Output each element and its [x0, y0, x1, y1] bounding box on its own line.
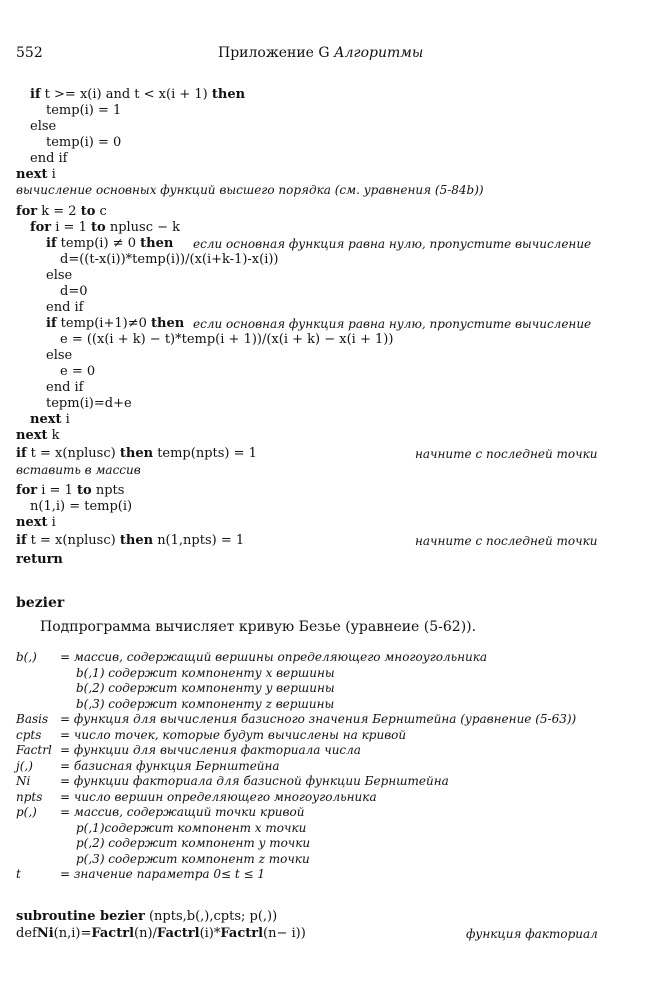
code-line: end if [46, 380, 84, 395]
keyword: if [46, 236, 57, 251]
code-text: k = 2 [41, 204, 77, 219]
code-line: temp(i) = 0 [46, 135, 122, 150]
variable-description: = функции для вычисления факториала числа [60, 743, 361, 757]
code-line: e = 0 [60, 364, 96, 379]
code-line: else [46, 348, 73, 363]
code-text: nplusc − k [109, 220, 181, 235]
variable-description: = базисная функция Бернштейна [60, 758, 280, 773]
code-line: end if [46, 300, 84, 315]
code-text: i = 1 [41, 483, 73, 498]
code-text: temp(npts) = 1 [157, 446, 257, 461]
code-text: def [16, 926, 37, 941]
code-text: i = 1 [55, 220, 87, 235]
code-line [16, 428, 60, 443]
variable-name: cpts [16, 727, 42, 742]
variable-description: b(,1) содержит компоненту x вершины [76, 665, 335, 680]
keyword: Factrl [220, 926, 264, 941]
variable-name: j(,) [16, 758, 33, 773]
variable-description: = массив, содержащий точки кривой [60, 805, 305, 819]
keyword: if [16, 446, 27, 461]
keyword: if [16, 533, 27, 548]
code-line: end if [30, 151, 68, 166]
code-text: (n,i)= [53, 926, 92, 941]
variable-name: npts [16, 789, 43, 804]
variable-description: = массив, содержащий вершины определяющего многоугольника [60, 650, 488, 664]
code-line [16, 515, 56, 530]
variable-name: p(,) [16, 805, 37, 819]
code-line [16, 204, 107, 219]
keyword: next [30, 412, 62, 427]
keyword: Factrl [91, 926, 135, 941]
code-text: (i)* [199, 926, 221, 941]
variable-description: p(,3) содержит компонент z точки [76, 851, 310, 866]
keyword: then [151, 316, 185, 331]
keyword: subroutine bezier [16, 909, 145, 924]
keyword: Factrl [156, 926, 200, 941]
keyword: for [30, 220, 52, 235]
keyword: to [91, 220, 106, 235]
code-line: else [46, 268, 73, 283]
variable-description: b(,2) содержит компоненту y вершины [76, 681, 335, 695]
keyword: next [16, 428, 48, 443]
header-appendix: Приложение G [218, 45, 330, 61]
page-number: 552 [16, 45, 43, 61]
section-description: Подпрограмма вычисляет кривую Безье (уравнеие (5-62)). [40, 619, 477, 635]
code-line: d=0 [60, 284, 88, 299]
variable-name: t [16, 867, 21, 881]
code-line: return [16, 552, 63, 567]
code-comment: если основная функция равна нулю, пропустите вычисление [193, 237, 592, 251]
code-line [46, 236, 173, 251]
running-header [218, 46, 423, 61]
variable-description: = число точек, которые будут вычислены на кривой [60, 727, 407, 742]
code-line: temp(i) = 1 [46, 103, 122, 118]
code-comment: если основная функция равна нулю, пропустите вычисление [193, 317, 592, 331]
code-text: k [51, 428, 60, 443]
code-text: c [99, 204, 107, 219]
keyword: to [80, 204, 96, 219]
keyword: if [30, 87, 41, 102]
code-line: e = ((x(i + k) − t)*temp(i + 1))/(x(i + k) − x(i + 1)) [60, 332, 394, 347]
code-text: (npts,b(,),cpts; p(,)) [148, 909, 278, 924]
code-text: (n)/ [134, 926, 157, 941]
code-comment: вычисление основных функций высшего порядка (см. уравнения (5-84b)) [16, 183, 484, 197]
keyword: then [211, 87, 246, 102]
code-comment: начните с последней точки [415, 534, 598, 548]
code-line [30, 220, 180, 235]
code-line [16, 167, 56, 182]
keyword: to [77, 483, 92, 498]
code-line: else [30, 119, 57, 134]
keyword: if [46, 316, 57, 331]
code-text: i [51, 515, 56, 530]
keyword: then [119, 446, 154, 461]
code-text: t >= x(i) and t < x(i + 1) [44, 87, 208, 102]
variable-name: Basis [16, 712, 49, 726]
code-comment: вставить в массив [16, 463, 141, 477]
code-line [16, 926, 306, 941]
code-text: npts [95, 483, 125, 498]
code-text: i [51, 167, 56, 182]
code-text: (n− i)) [263, 926, 306, 941]
variable-description: = функции факториала для базисной функции Бернштейна [60, 774, 449, 788]
keyword: then [119, 533, 154, 548]
variable-name: Factrl [16, 743, 52, 757]
code-line [46, 316, 184, 331]
code-text: temp(i+1)≠0 [60, 316, 147, 331]
code-line: d=((t-x(i))*temp(i))/(x(i+k-1)-x(i)) [60, 252, 279, 267]
code-line [30, 412, 70, 427]
variable-description: p(,1)содержит компонент x точки [76, 820, 307, 835]
keyword: then [140, 236, 174, 251]
code-line: n(1,i) = temp(i) [30, 499, 133, 514]
code-text: t = x(nplusc) [30, 446, 116, 461]
keyword: next [16, 515, 48, 530]
code-line [16, 533, 244, 548]
code-line: tepm(i)=d+e [46, 396, 132, 411]
variable-description: p(,2) содержит компонент y точки [76, 836, 311, 850]
variable-description: = значение параметра 0≤ t ≤ 1 [60, 867, 266, 881]
code-text: t = x(nplusc) [30, 533, 116, 548]
variable-name: Ni [16, 774, 31, 788]
code-line [16, 483, 124, 498]
section-heading: bezier [16, 595, 65, 611]
variable-description: b(,3) содержит компоненту z вершины [76, 696, 335, 711]
variable-name: b(,) [16, 650, 37, 664]
code-comment: начните с последней точки [415, 447, 598, 461]
code-line [16, 909, 277, 924]
code-line [16, 446, 257, 461]
header-title: Алгоритмы [334, 45, 424, 61]
code-text: temp(i) ≠ 0 [60, 236, 136, 251]
variable-description: = функция для вычисления базисного значения Бернштейна (уравнение (5-63)) [60, 712, 577, 726]
code-comment: функция факториал [466, 927, 598, 941]
code-line [30, 87, 245, 102]
keyword: next [16, 167, 48, 182]
code-text: i [65, 412, 70, 427]
code-text: n(1,npts) = 1 [157, 533, 245, 548]
variable-description: = число вершин определяющего многоугольника [60, 789, 377, 804]
keyword: for [16, 204, 38, 219]
keyword: for [16, 483, 38, 498]
keyword: Ni [36, 926, 54, 941]
